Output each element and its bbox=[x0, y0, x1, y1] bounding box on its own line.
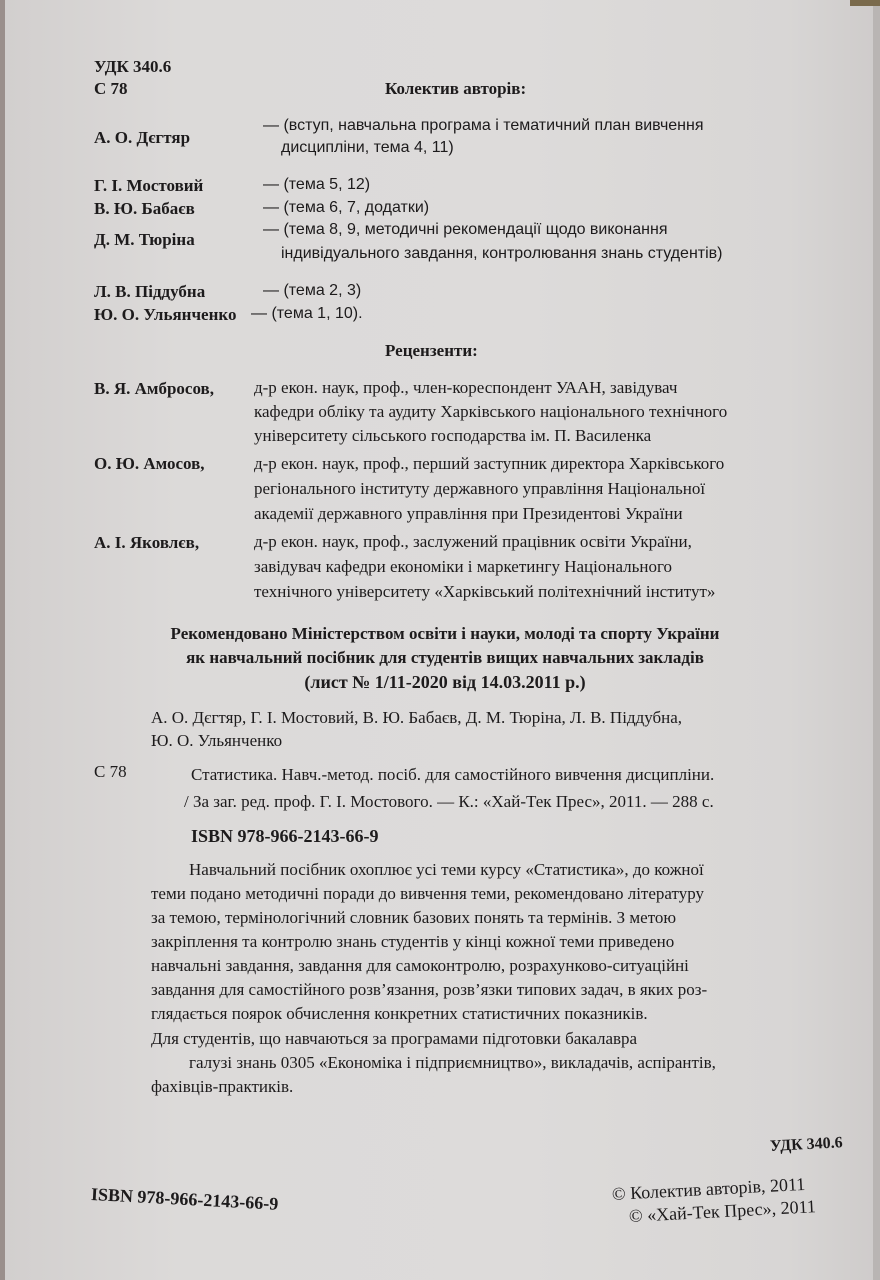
abstract-line: навчальні завдання, завдання для самоконтролю, розрахунково-ситуаційні bbox=[151, 956, 689, 975]
abstract-line: теми подано методичні поради до вивчення теми, рекомендовано літературу bbox=[151, 884, 704, 903]
author-name: Д. М. Тюріна bbox=[94, 230, 195, 249]
abstract-line: завдання для самостійного розв’язання, розв’язки типових задач, в яких роз- bbox=[151, 980, 708, 999]
abstract-line: за темою, термінологічний словник базових понять та термінів. З метою bbox=[151, 908, 677, 927]
author-topics: — (тема 8, 9, методичні рекомендації щодо виконання bbox=[263, 221, 668, 238]
abstract-line: закріплення та контролю знань студентів у кінці кожної теми приведено bbox=[151, 932, 675, 951]
catalog-code: С 78 bbox=[94, 762, 127, 781]
reviewer-credentials: кафедри обліку та аудиту Харківського національного технічного bbox=[254, 402, 728, 421]
abstract-line: глядається поярок обчислення конкретних статистичних показників. bbox=[151, 1004, 648, 1023]
author-topics-cont: дисципліни, тема 4, 11) bbox=[281, 139, 454, 156]
bbk-code: С 78 bbox=[94, 79, 128, 98]
catalog-description-cont: / За заг. ред. проф. Г. І. Мостового. — К.: «Хай-Тек Прес», 2011. — 288 с. bbox=[184, 792, 714, 811]
reviewer-name: А. І. Яковлєв, bbox=[94, 533, 200, 552]
reviewer-credentials: д-р екон. наук, проф., перший заступник директора Харківського bbox=[254, 454, 725, 473]
footer-udk: УДК 340.6 bbox=[769, 1134, 844, 1155]
author-topics: — (тема 5, 12) bbox=[263, 176, 371, 193]
copyright-publisher: © «Хай-Тек Прес», 2011 bbox=[628, 1196, 817, 1226]
catalog-description: Статистика. Навч.-метод. посіб. для самостійного вивчення дисципліни. bbox=[191, 765, 715, 784]
udk-code: УДК 340.6 bbox=[94, 57, 172, 76]
reviewer-credentials: академії державного управління при Президентові України bbox=[254, 504, 683, 523]
author-topics-cont: індивідуального завдання, контролювання знань студентів) bbox=[281, 245, 723, 262]
author-name: Ю. О. Ульянченко bbox=[94, 305, 237, 324]
author-name: В. Ю. Бабаєв bbox=[94, 199, 195, 218]
recommendation-line: Рекомендовано Міністерством освіти і науки, молоді та спорту України bbox=[170, 624, 720, 643]
book-page bbox=[5, 0, 873, 1280]
reviewers-heading: Рецензенти: bbox=[385, 341, 478, 360]
reviewer-credentials: завідувач кафедри економіки і маркетингу Національного bbox=[254, 557, 673, 576]
author-topics: — (тема 6, 7, додатки) bbox=[263, 199, 430, 216]
reviewer-credentials: д-р екон. наук, проф., заслужений працівник освіти України, bbox=[254, 532, 692, 551]
author-topics: — (тема 1, 10). bbox=[251, 305, 363, 322]
recommendation-line: як навчальний посібник для студентів вищих навчальних закладів bbox=[186, 648, 704, 667]
catalog-isbn: ISBN 978-966-2143-66-9 bbox=[191, 826, 379, 846]
abstract-line: Для студентів, що навчаються за програмами підготовки бакалавра bbox=[151, 1029, 638, 1048]
author-name: А. О. Дєгтяр bbox=[94, 128, 191, 147]
reviewer-name: О. Ю. Амосов, bbox=[94, 454, 205, 473]
author-topics: — (вступ, навчальна програма і тематичний план вивчення bbox=[263, 117, 704, 134]
reviewer-credentials: університету сільського господарства ім. П. Василенка bbox=[254, 426, 652, 445]
author-name: Л. В. Піддубна bbox=[94, 282, 206, 301]
audience-line: галузі знань 0305 «Економіка і підприємництво», викладачів, аспірантів, bbox=[189, 1053, 716, 1072]
abstract-line: Навчальний посібник охоплює усі теми курсу «Статистика», до кожної bbox=[189, 860, 704, 879]
authors-heading: Колектив авторів: bbox=[385, 79, 527, 98]
reviewer-credentials: технічного університету «Харківський політехнічний інститут» bbox=[254, 582, 716, 601]
author-topics: — (тема 2, 3) bbox=[263, 282, 362, 299]
copyright-authors: © Колектив авторів, 2011 bbox=[611, 1173, 806, 1204]
recommendation-letter: (лист № 1/11-2020 від 14.03.2011 р.) bbox=[304, 672, 586, 692]
reviewer-credentials: д-р екон. наук, проф., член-кореспондент УААН, завідувач bbox=[254, 378, 678, 397]
audience-line: фахівців-практиків. bbox=[151, 1077, 294, 1096]
reviewer-credentials: регіонального інституту державного управління Національної bbox=[254, 479, 706, 498]
page-right-edge bbox=[873, 0, 880, 1280]
cover-corner bbox=[850, 0, 880, 6]
reviewer-name: В. Я. Амбросов, bbox=[94, 379, 214, 398]
catalog-authors-cont: Ю. О. Ульянченко bbox=[151, 731, 283, 750]
catalog-authors: А. О. Дєгтяр, Г. І. Мостовий, В. Ю. Бабаєв, Д. М. Тюріна, Л. В. Піддубна, bbox=[151, 708, 683, 727]
footer-isbn: ISBN 978-966-2143-66-9 bbox=[90, 1184, 279, 1214]
author-name: Г. І. Мостовий bbox=[94, 176, 204, 195]
